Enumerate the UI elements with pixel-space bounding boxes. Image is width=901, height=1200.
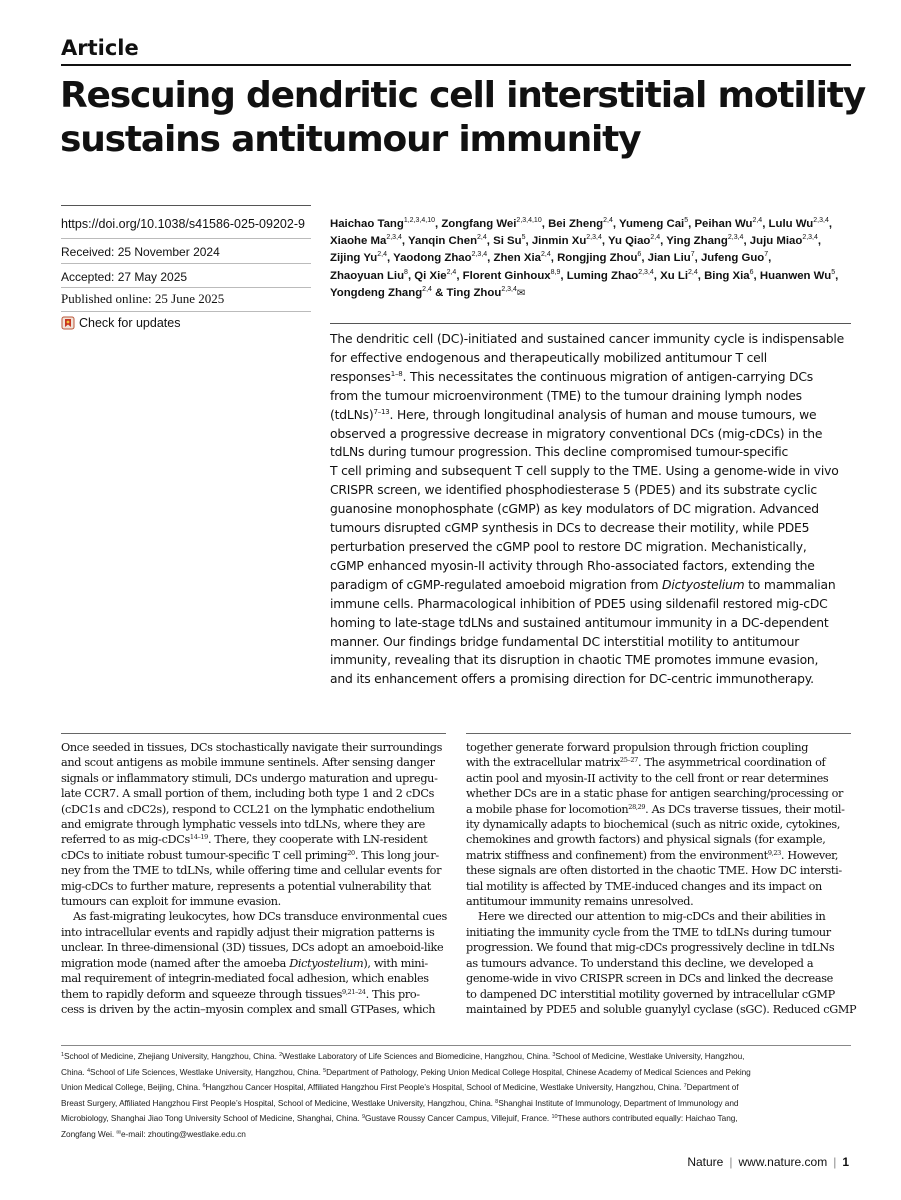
affiliation-ref: 2,3,4,10 — [516, 217, 542, 224]
text: migration mode (named after the amoeba — [61, 956, 290, 970]
abstract-line: immunity, revealing that its disruption in chaotic TME promotes immune evasion, — [330, 653, 819, 668]
affiliation-ref: 2,4 — [422, 285, 432, 293]
published-date: Published online: 25 June 2025 — [61, 291, 225, 306]
page-number: 1 — [842, 1155, 849, 1169]
affiliation-text: Union Medical College, Beijing, China. — [61, 1082, 203, 1093]
body-line — [61, 832, 461, 847]
text: . This long jour- — [354, 848, 439, 862]
species-name: Dictyostelium — [662, 577, 745, 592]
text: . The asymmetrical coordination of — [637, 756, 826, 770]
meta-divider — [61, 311, 311, 312]
citation-ref: 9,23 — [767, 848, 781, 857]
affiliation-number: 8 — [495, 1098, 499, 1105]
page-footer — [687, 1155, 849, 1169]
author-list — [330, 216, 860, 302]
text: responses — [330, 369, 391, 384]
footer-separator: | — [729, 1155, 733, 1169]
affiliation-line — [61, 1080, 861, 1096]
author-name[interactable]: Si Su — [493, 235, 522, 248]
body-line: Once seeded in tissues, DCs stochastically navigate their surroundings — [61, 741, 443, 754]
author-name[interactable]: Bing Xia — [704, 269, 750, 282]
affiliation-ref: 7 — [690, 251, 695, 259]
abstract-line: for effective endogenous and therapeutically mobilized antitumour T cell — [330, 350, 768, 365]
body-line: and emigrate through lymphatic vessels into tdLNs, where they are — [61, 818, 425, 832]
body-line — [61, 848, 461, 863]
affiliation-number: 9 — [361, 1114, 365, 1121]
author-name[interactable]: Luming Zhao — [566, 269, 639, 282]
body-line: into intracellular events and rapidly adjust their migration patterns is — [61, 925, 435, 939]
abstract-line: perturbation preserved the cGMP pool to restore DC migration. Mechanistically, — [330, 539, 807, 554]
affiliation-ref: 2,4 — [603, 217, 613, 224]
title-line: Rescuing dendritic cell interstitial motility — [60, 75, 866, 116]
abstract-line: cGMP enhanced myosin-II activity through Rho-associated factors, extending the — [330, 558, 815, 573]
affiliation-ref: 2,3,4 — [813, 217, 829, 224]
body-line: these signals are often distorted in the chaotic TME. How DC intersti- — [466, 864, 842, 878]
text: . However, — [780, 848, 839, 862]
received-date: Received: 25 November 2024 — [61, 245, 220, 259]
affiliation-ref: 2,3,4 — [386, 234, 402, 242]
affiliation-text: Department of — [686, 1082, 739, 1093]
text: . As DCs traverse tissues, their motil- — [645, 802, 845, 816]
affiliation-ref: 2,3,4 — [501, 285, 517, 293]
affiliation-ref: 5 — [831, 268, 836, 276]
affiliation-text: Shanghai Institute of Immunology, Department of Immunology and — [498, 1097, 739, 1108]
text: paradigm of cGMP-regulated amoeboid migration from — [330, 577, 663, 592]
column-rule — [61, 733, 446, 734]
author-name[interactable]: Zongfang Wei — [441, 218, 517, 230]
abstract-line: manner. Our findings bridge fundamental DC interstitial motility to antitumour — [330, 634, 800, 649]
text: . There, they cooperate with LN-resident — [207, 833, 428, 847]
meta-divider — [61, 287, 311, 288]
affiliation-number: 6 — [202, 1083, 206, 1090]
author-name[interactable]: Yumeng Cai — [619, 218, 685, 230]
author-name[interactable]: Ting Zhou — [446, 286, 502, 299]
footer-separator: | — [833, 1155, 837, 1169]
abstract-line: The dendritic cell (DC)-initiated and sustained cancer immunity cycle is indispensable — [330, 332, 845, 346]
affiliation-line — [61, 1127, 861, 1143]
abstract-line: observed a progressive decrease in migratory conventional DCs (mig-cDCs) in the — [330, 426, 823, 441]
author-name[interactable]: Juju Miao — [749, 235, 803, 248]
abstract-rule — [330, 323, 851, 324]
body-line: mig-cDCs to further mature, represents a potential vulnerability that — [61, 879, 431, 893]
column-rule — [466, 733, 851, 734]
author-name[interactable]: Haichao Tang — [330, 218, 404, 230]
text: a mobile phase for locomotion — [466, 802, 629, 816]
affiliation-line — [61, 1065, 861, 1081]
author-conjunction: & — [431, 286, 447, 299]
author-name[interactable]: Huanwen Wu — [759, 269, 832, 282]
abstract-line: and its enhancement offers a promising direction for DC-centric immunotherapy. — [330, 672, 814, 687]
citation-ref: 14–19 — [189, 833, 208, 842]
body-line: together generate forward propulsion through friction coupling — [466, 741, 809, 754]
body-line: ity dynamically adapts to biochemical (such as nitric oxide, cytokines, — [466, 818, 841, 832]
body-line: signals or inflammatory stimuli, DCs undergo maturation and upregu- — [61, 771, 438, 785]
text: . Here, through longitudinal analysis of human and mouse tumours, we — [389, 407, 817, 422]
meta-rule — [61, 205, 311, 206]
body-line: tial motility is affected by TME-induced changes and its impact on — [466, 879, 822, 893]
author-name[interactable]: Florent Ginhoux — [462, 269, 551, 282]
affiliation-number: 2 — [279, 1052, 283, 1058]
affiliation-number: ✉ — [116, 1129, 121, 1136]
body-line — [466, 848, 866, 863]
author-name[interactable]: Zhen Xia — [493, 252, 541, 265]
body-line: to dampened DC interstitial motility governed by intracellular cGMP — [466, 987, 835, 1001]
citation-ref: 1–8 — [390, 369, 403, 378]
text: them to rapidly deform and squeeze through tissues — [61, 987, 343, 1001]
body-column-right — [466, 740, 866, 1017]
affiliation-ref: 2,4 — [446, 268, 457, 276]
author-line: Zijing Yu$^{2,4}$, Yaodong Zhao$^{2,3,4}$, Zhen Xia$^{2,4}$, Rongjing Zhou$^6$, Jian Liu$^7$, Jufeng Guo$^7$, — [330, 251, 772, 265]
affiliation-ref: 2,4 — [752, 217, 763, 224]
author-name[interactable]: Lulu Wu — [768, 218, 814, 230]
affiliation-ref: 6 — [637, 251, 642, 259]
affiliation-text: Hangzhou Cancer Hospital, Affiliated Hangzhou First People’s Hospital, School of Medicine, Westlake University, Hangzhou, China. — [205, 1082, 684, 1093]
affiliation-text: China. — [61, 1066, 87, 1077]
affiliation-ref: 5 — [521, 234, 526, 242]
affiliation-ref: 2,4 — [687, 268, 698, 276]
body-line: maintained by PDE5 and soluble guanylyl cyclase (sGC). Reduced cGMP — [466, 1002, 857, 1016]
affiliation-number: 3 — [552, 1052, 556, 1058]
body-line — [466, 802, 866, 817]
abstract-line: CRISPR screen, we identified phosphodiesterase 5 (PDE5) and its substrate cyclic — [330, 483, 817, 498]
body-line: genome-wide in vivo CRISPR screen in DCs and linked the decrease — [466, 972, 833, 986]
author-name[interactable]: Zhaoyuan Liu — [330, 269, 405, 282]
affiliations — [61, 1049, 861, 1143]
author-line: Zhaoyuan Liu$^8$, Qi Xie$^{2,4}$, Florent Ginhoux$^{8,9}$, Luming Zhao$^{2,3,4}$, Xu Li$^{2,4}$, Bing Xia$^6$, Huanwen Wu$^5$, — [330, 268, 839, 282]
envelope-icon[interactable]: ✉ — [516, 287, 526, 299]
body-line: late CCR7. A small portion of them, including both type 1 and 2 cDCs — [61, 787, 435, 801]
abstract-line — [330, 576, 870, 595]
affiliation-ref: 6 — [749, 268, 754, 276]
affiliation-ref: 2,4 — [377, 251, 387, 259]
author-name[interactable]: Rongjing Zhou — [557, 252, 638, 265]
affiliation-line — [61, 1111, 861, 1127]
abstract — [330, 330, 870, 689]
citation-ref: 20 — [347, 848, 355, 857]
body-line: As fast-migrating leukocytes, how DCs transduce environmental cues — [73, 910, 447, 924]
affiliation-ref: 2,3,4 — [802, 234, 818, 242]
text: (tdLNs) — [330, 407, 374, 422]
text: referred to as mig-cDCs — [61, 833, 190, 847]
affiliation-ref: 2,4 — [650, 234, 661, 242]
affiliation-text: School of Life Sciences, Westlake University, Hangzhou, China. — [89, 1066, 324, 1077]
author-name[interactable]: Yanqin Chen — [408, 235, 478, 248]
journal-name: Nature — [687, 1155, 724, 1169]
abstract-line: immune cells. Pharmacological inhibition of PDE5 using sildenafil restored mig-cDC — [330, 596, 828, 611]
affiliation-ref: 2,3,4 — [727, 234, 744, 242]
affiliation-text: Westlake Laboratory of Life Sciences and Biomedicine, Hangzhou, China. — [282, 1051, 553, 1061]
meta-divider — [61, 238, 311, 239]
body-line — [466, 755, 866, 770]
body-line: chemokines and growth factors) and physical signals (for example, — [466, 833, 826, 847]
affiliation-text: School of Medicine, Zhejiang University, Hangzhou, China. — [64, 1051, 280, 1061]
text: . This necessitates the continuous migration of antigen-carrying DCs — [402, 369, 814, 384]
body-line: progression. We found that mig-cDCs progressively decline in tdLNs — [466, 941, 835, 955]
body-line: whether DCs are in a static phase for antigen searching/processing or — [466, 787, 844, 801]
abstract-line: T cell priming and subsequent T cell supply to the TME. Using a genome-wide in vivo — [330, 464, 839, 479]
author-line: Haichao Tang$^{1,2,3,4,10}$, Zongfang Wei$^{2,3,4,10}$, Bei Zheng$^{2,4}$, Yumeng Cai$^5$, Peihan Wu$^{2,4}$, Lulu Wu$^{2,3,4}$, — [330, 217, 833, 230]
abstract-line — [330, 406, 870, 425]
affiliation-line — [61, 1049, 861, 1065]
body-line: Here we directed our attention to mig-cDCs and their abilities in — [478, 910, 826, 924]
affiliation-ref: 8 — [404, 268, 408, 276]
affiliation-text: School of Medicine, Westlake University, Hangzhou, — [555, 1051, 745, 1061]
body-line: unclear. In three-dimensional (3D) tissues, DCs adopt an amoeboid-like — [61, 941, 444, 955]
author-name[interactable]: Jufeng Guo — [700, 252, 765, 265]
doi-link[interactable]: https://doi.org/10.1038/s41586-025-09202-9 — [61, 217, 305, 231]
abstract-line — [330, 368, 870, 387]
body-line: (cDC1s and cDC2s), respond to CCL21 on the lymphatic endothelium — [61, 802, 435, 816]
author-line — [330, 285, 860, 302]
body-line: cess is driven by the actin–myosin complex and small GTPases, which — [61, 1002, 436, 1016]
affiliation-ref: 1,2,3,4,10 — [403, 217, 435, 224]
accepted-date: Accepted: 27 May 2025 — [61, 270, 188, 284]
affiliation-text: e-mail: zhouting@westlake.edu.cn — [120, 1128, 246, 1139]
author-name[interactable]: Jinmin Xu — [531, 235, 587, 248]
affiliation-ref: 2,4 — [541, 251, 551, 259]
author-name[interactable]: Yongdeng Zhang — [330, 286, 423, 299]
author-name[interactable]: Qi Xie — [414, 269, 447, 282]
body-line: actin pool and myosin-II activity to the cell front or rear determines — [466, 771, 829, 785]
author-line: Xiaohe Ma$^{2,3,4}$, Yanqin Chen$^{2,4}$, Si Su$^5$, Jinmin Xu$^{2,3,4}$, Yu Qiao$^{2,4}$, Ying Zhang$^{2,3,4}$, Juju Miao$^{2,3,4}$, — [330, 234, 822, 248]
author-name[interactable]: Yu Qiao — [607, 235, 651, 248]
citation-ref: 25–27 — [619, 756, 638, 765]
body-line: initiating the immunity cycle from the TME to tdLNs during tumour — [466, 925, 831, 939]
article-title — [60, 74, 866, 162]
citation-ref: 9,21–24 — [342, 987, 366, 996]
text: to mammalian — [744, 577, 836, 592]
affiliation-ref: 2,3,4 — [638, 268, 654, 276]
abstract-line: tumours disrupted cGMP synthesis in DCs to decrease their motility, while PDE5 — [330, 521, 810, 536]
body-line: and scout antigens as mobile immune sentinels. After sensing danger — [61, 756, 435, 770]
affiliation-text: These authors contributed equally: Haichao Tang, — [557, 1113, 738, 1124]
abstract-line: from the tumour microenvironment (TME) to the tumour draining lymph nodes — [330, 388, 802, 403]
body-line: ney from the TME to tdLNs, while offering time and cellular events for — [61, 864, 442, 878]
citation-ref: 7–13 — [373, 407, 390, 416]
title-line: sustains antitumour immunity — [60, 119, 641, 160]
author-name[interactable]: Jian Liu — [647, 252, 691, 265]
header-rule — [61, 64, 851, 66]
abstract-line: guanosine monophosphate (cGMP) as key modulators of DC migration. Advanced — [330, 502, 819, 517]
affiliation-number: 4 — [86, 1067, 90, 1074]
affiliation-text: Zongfang Wei. — [61, 1128, 117, 1139]
meta-divider — [61, 263, 311, 264]
affiliation-ref: 8,9 — [550, 268, 561, 276]
affiliation-ref: 5 — [684, 217, 689, 224]
affiliation-text: Department of Pathology, Peking Union Medical College Hospital, Chinese Academy of Medical Sciences and Peking — [326, 1066, 751, 1077]
article-type-label: Article — [61, 36, 139, 60]
check-for-updates-label: Check for updates — [79, 316, 181, 330]
affiliation-line — [61, 1096, 861, 1112]
body-line — [61, 956, 461, 971]
affiliation-number: 7 — [683, 1083, 687, 1090]
text: ), with mini- — [363, 956, 428, 970]
author-name[interactable]: Xu Li — [660, 269, 688, 282]
affiliation-ref: 2,3,4 — [471, 251, 488, 259]
species-name: Dictyostelium — [289, 956, 364, 970]
body-line — [61, 987, 461, 1002]
author-name[interactable]: Ying Zhang — [666, 235, 728, 248]
citation-ref: 28,29 — [628, 802, 646, 811]
author-name[interactable]: Peihan Wu — [694, 218, 753, 230]
text: . This pro- — [365, 987, 420, 1001]
body-line: mal requirement of integrin-mediated focal adhesion, which enables — [61, 972, 429, 986]
author-name[interactable]: Zijing Yu — [330, 252, 378, 265]
journal-url-link[interactable]: www.nature.com — [738, 1155, 828, 1169]
footnote-rule — [61, 1045, 851, 1046]
text: with the extracellular matrix — [466, 756, 620, 770]
affiliation-number: 1 — [61, 1052, 65, 1058]
affiliation-ref: 7 — [764, 251, 769, 259]
affiliation-ref: 2,4 — [477, 234, 487, 242]
abstract-line: homing to late-stage tdLNs and sustained antitumour immunity in a DC-dependent — [330, 615, 829, 630]
body-column-left — [61, 740, 461, 1017]
bookmark-update-icon — [61, 316, 75, 330]
abstract-line: tdLNs during tumour progression. This decline compromised tumour-specific — [330, 445, 789, 460]
affiliation-number: 10 — [551, 1114, 558, 1121]
text: matrix stiffness and confinement) from the environment — [466, 848, 768, 862]
author-name[interactable]: Xiaohe Ma — [330, 235, 387, 248]
affiliation-text: Gustave Roussy Cancer Campus, Villejuif, France. — [364, 1113, 552, 1124]
affiliation-ref: 2,3,4 — [586, 234, 602, 242]
author-name[interactable]: Yaodong Zhao — [393, 252, 472, 265]
text: cDCs to initiate robust tumour-specific T cell priming — [61, 848, 348, 862]
author-name[interactable]: Bei Zheng — [548, 218, 604, 230]
affiliation-number: 5 — [323, 1067, 327, 1074]
affiliation-text: Breast Surgery, Affiliated Hangzhou First People’s Hospital, School of Medicine, Westlake University, Hangzhou, China. — [61, 1097, 496, 1108]
affiliation-text: Microbiology, Shanghai Jiao Tong University School of Medicine, Shanghai, China. — [61, 1113, 362, 1124]
body-line: as tumours advance. To understand this decline, we developed a — [466, 956, 814, 970]
body-line: antitumour immunity remains unresolved. — [466, 895, 694, 909]
body-line: tumours can exploit for immune evasion. — [61, 895, 281, 909]
check-for-updates-button[interactable] — [61, 316, 180, 330]
